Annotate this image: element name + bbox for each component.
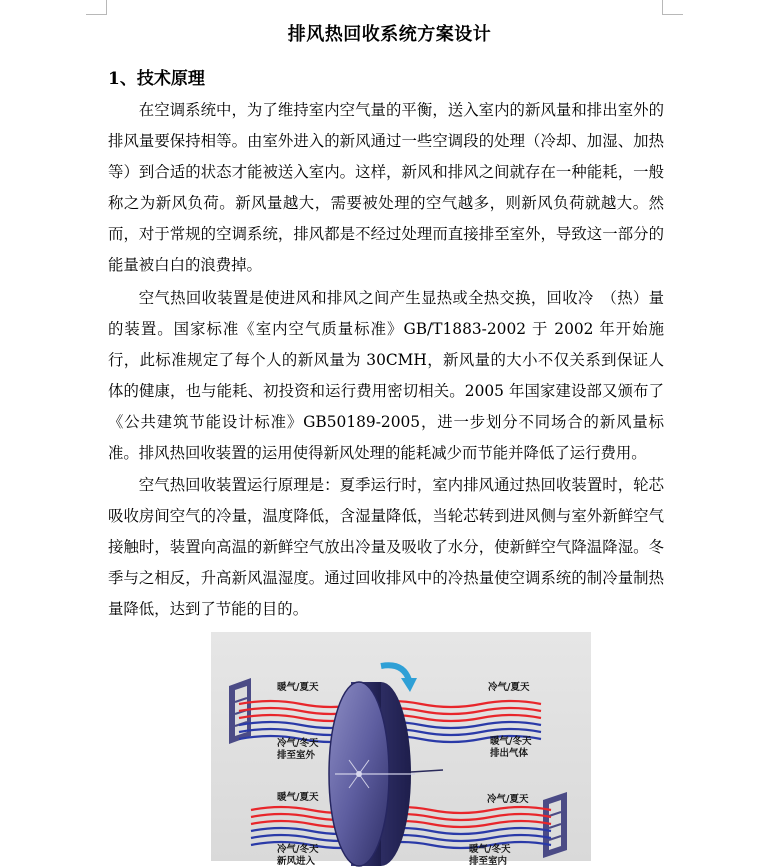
label-lower-right-top: 冷气/夏天 [487,794,529,805]
paragraph-2: 空气热回收装置是使进风和排风之间产生显热或全热交换，回收冷 （热）量的装置。国家标准《室内空气质量标准》GB/T1883-2002 于 2002 年开始施行，此标准规定了每个人的新风量为 30CMH，新风量的大小不仅关系到保证人体的健康，也与能耗、初投资和运行费用密切相关。2005 年国家建设部又颁布了《公共建筑节能设计标准》GB50189-2005，进一步划分不同场合的新风量标准。排风热回收装置的运用使得新风处理的能耗减少而节能并降低了运行费用。 [108,289,664,462]
paragraph-3: 空气热回收装置运行原理是：夏季运行时，室内排风通过热回收装置时，轮芯吸收房间空气的冷量，温度降低，含湿量降低，当轮芯转到进风侧与室外新鲜空气接触时，装置向高温的新鲜空气放出冷量及吸收了水分，使新鲜空气降温降湿。冬季与之相反，升高新风温湿度。通过回收排风中的冷热量使空调系统的制冷量制热量降低，达到了节能的目的。 [108,476,664,618]
label-upper-left-bottom-2: 排至室外 [277,750,316,761]
rotary-heat-wheel [329,682,443,866]
label-lower-left-top: 暖气/夏天 [277,792,319,803]
heat-recovery-wheel-figure [211,632,591,867]
document-title: 排风热回收系统方案设计 [287,24,492,45]
paragraph-1: 在空调系统中，为了维持室内空气量的平衡，送入室内的新风量和排出室外的排风量要保持相等。由室外进入的新风通过一些空调段的处理（冷却、加湿、加热等）到合适的状态才能被送入室内。这样，新风和排风之间就存在一种能耗，一般称之为新风负荷。新风量越大，需要被处理的空气越多，则新风负荷就越大。然而，对于常规的空调系统，排风都是不经过处理而直接排至室外，导致这一部分的能量被白白的浪费掉。 [108,101,664,274]
label-upper-left-bottom-1: 冷气/冬天 [277,738,319,749]
label-lower-right-bottom-2: 排至室内 [469,856,508,867]
label-lower-right-bottom-1: 暖气/冬天 [469,844,511,855]
section-heading: 1、技术原理 [108,69,205,89]
label-upper-right-bottom-1: 暖气/冬天 [490,736,532,747]
label-upper-right-bottom-2: 排出气体 [490,748,529,759]
crop-mark-top-left [86,0,107,15]
label-upper-right-top: 冷气/夏天 [488,682,530,693]
label-upper-left-top: 暖气/夏天 [277,682,319,693]
right-lower-grille [543,792,567,858]
crop-mark-top-right [662,0,683,15]
label-lower-left-bottom-1: 冷气/冬天 [277,844,319,855]
heat-recovery-wheel-diagram [211,632,591,861]
label-lower-left-bottom-2: 新风进入 [277,856,316,867]
